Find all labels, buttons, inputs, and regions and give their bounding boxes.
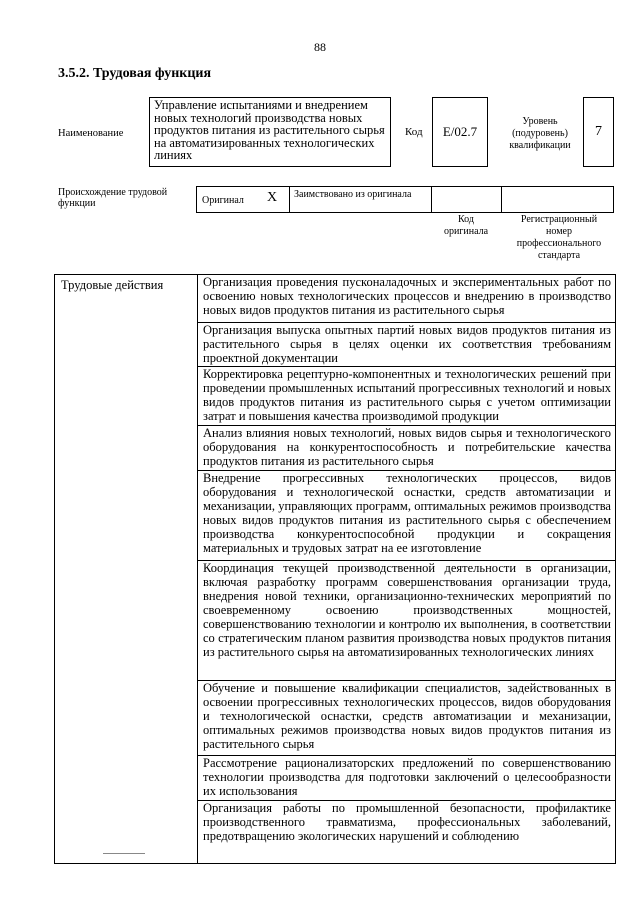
code-value: E/02.7 bbox=[442, 124, 478, 139]
function-name-box bbox=[149, 97, 391, 167]
code-original-cell bbox=[432, 187, 502, 212]
reg-number-cell bbox=[502, 187, 613, 212]
level-label: Уровень (подуровень) квалификации bbox=[509, 116, 571, 151]
original-mark: X bbox=[267, 190, 278, 205]
labor-action-item: Рассмотрение рационализаторских предложений по совершенствованию технологии производства для подготовки заключений о целесообразности их использования bbox=[198, 756, 615, 801]
labor-action-item: Организация выпуска опытных партий новых видов продуктов питания из растительного сырья в целях оценки их соответствия требованиям проектной документации bbox=[198, 323, 615, 367]
original-label: Оригинал bbox=[202, 195, 244, 206]
borrowed-cell bbox=[290, 187, 432, 212]
code-value-box bbox=[432, 97, 488, 167]
labor-action-item: Анализ влияния новых технологий, новых видов сырья и технологического оборудования на конкурентоспособность и потребительские качества продуктов питания из растительного сырья bbox=[198, 426, 615, 471]
labor-action-item: Координация текущей производственной деятельности в организации, включая разработку программ совершенствования организации труда, внедрения новой техники, организационно-технических мероприятий по своевременному освоению производственных мощностей, совершенствованию технологии и контролю их выполнения, в соответствии со стратегическим планом развития производства новых продуктов питания из растительного сырья на автоматизированных технологических линиях bbox=[198, 561, 615, 681]
labor-action-item: Внедрение прогрессивных технологических процессов, видов оборудования и технологической оснастки, средств автоматизации и механизации, управляющих программ, оптимальных режимов производства новых видов продуктов питания из растительного сырья с обеспечением производства конкурентоспособной продукции и сокращения материальных и трудовых затрат на ее изготовление bbox=[198, 471, 615, 561]
origin-row bbox=[196, 186, 614, 213]
borrowed-label: Заимствовано из оригинала bbox=[294, 189, 412, 200]
section-title: 3.5.2. Трудовая функция bbox=[58, 66, 212, 81]
code-label: Код bbox=[405, 126, 423, 138]
footer-rule bbox=[103, 853, 145, 854]
labor-actions-table bbox=[54, 274, 616, 864]
labor-actions-label: Трудовые действия bbox=[55, 275, 198, 863]
labor-action-item: Организация работы по промышленной безопасности, профилактике производственного травматизма, профессиональных заболеваний, предотвращению экологических нарушений и соблюдению bbox=[203, 801, 611, 843]
original-cell bbox=[197, 187, 290, 212]
labor-action-item: Корректировка рецептурно-компонентных и технологических решений при проведении промышленных испытаний прогрессивных технологий и новых видов продуктов питания из растительного сырья с учетом оптимизации затрат и повышения качества производимой продукции bbox=[198, 367, 615, 426]
name-label: Наименование bbox=[58, 128, 124, 139]
labor-actions-list bbox=[198, 275, 615, 863]
origin-label: Происхождение трудовой функции bbox=[58, 187, 168, 209]
level-value: 7 bbox=[595, 124, 602, 139]
level-value-box bbox=[583, 97, 614, 167]
labor-action-item: Обучение и повышение квалификации специалистов, задействованных в освоении прогрессивных технологических процессов, видов оборудования и технологической оснастки, средств автоматизации и механизации, оптимальных режимов производства новых видов продуктов питания из растительного сырья bbox=[198, 681, 615, 756]
labor-action-item: Организация проведения пусконаладочных и экспериментальных работ по освоению новых технологических процессов и внедрению в производство новых видов продуктов питания из растительного сырья bbox=[198, 275, 615, 323]
code-original-caption: Код оригинала bbox=[443, 214, 489, 237]
reg-number-caption: Регистрационный номер профессионального стандарта bbox=[516, 214, 602, 261]
function-name: Управление испытаниями и внедрением новых технологий производства новых продуктов питания из растительного сырья на автоматизированных технологических линиях bbox=[154, 98, 385, 162]
page-number: 88 bbox=[314, 40, 326, 54]
